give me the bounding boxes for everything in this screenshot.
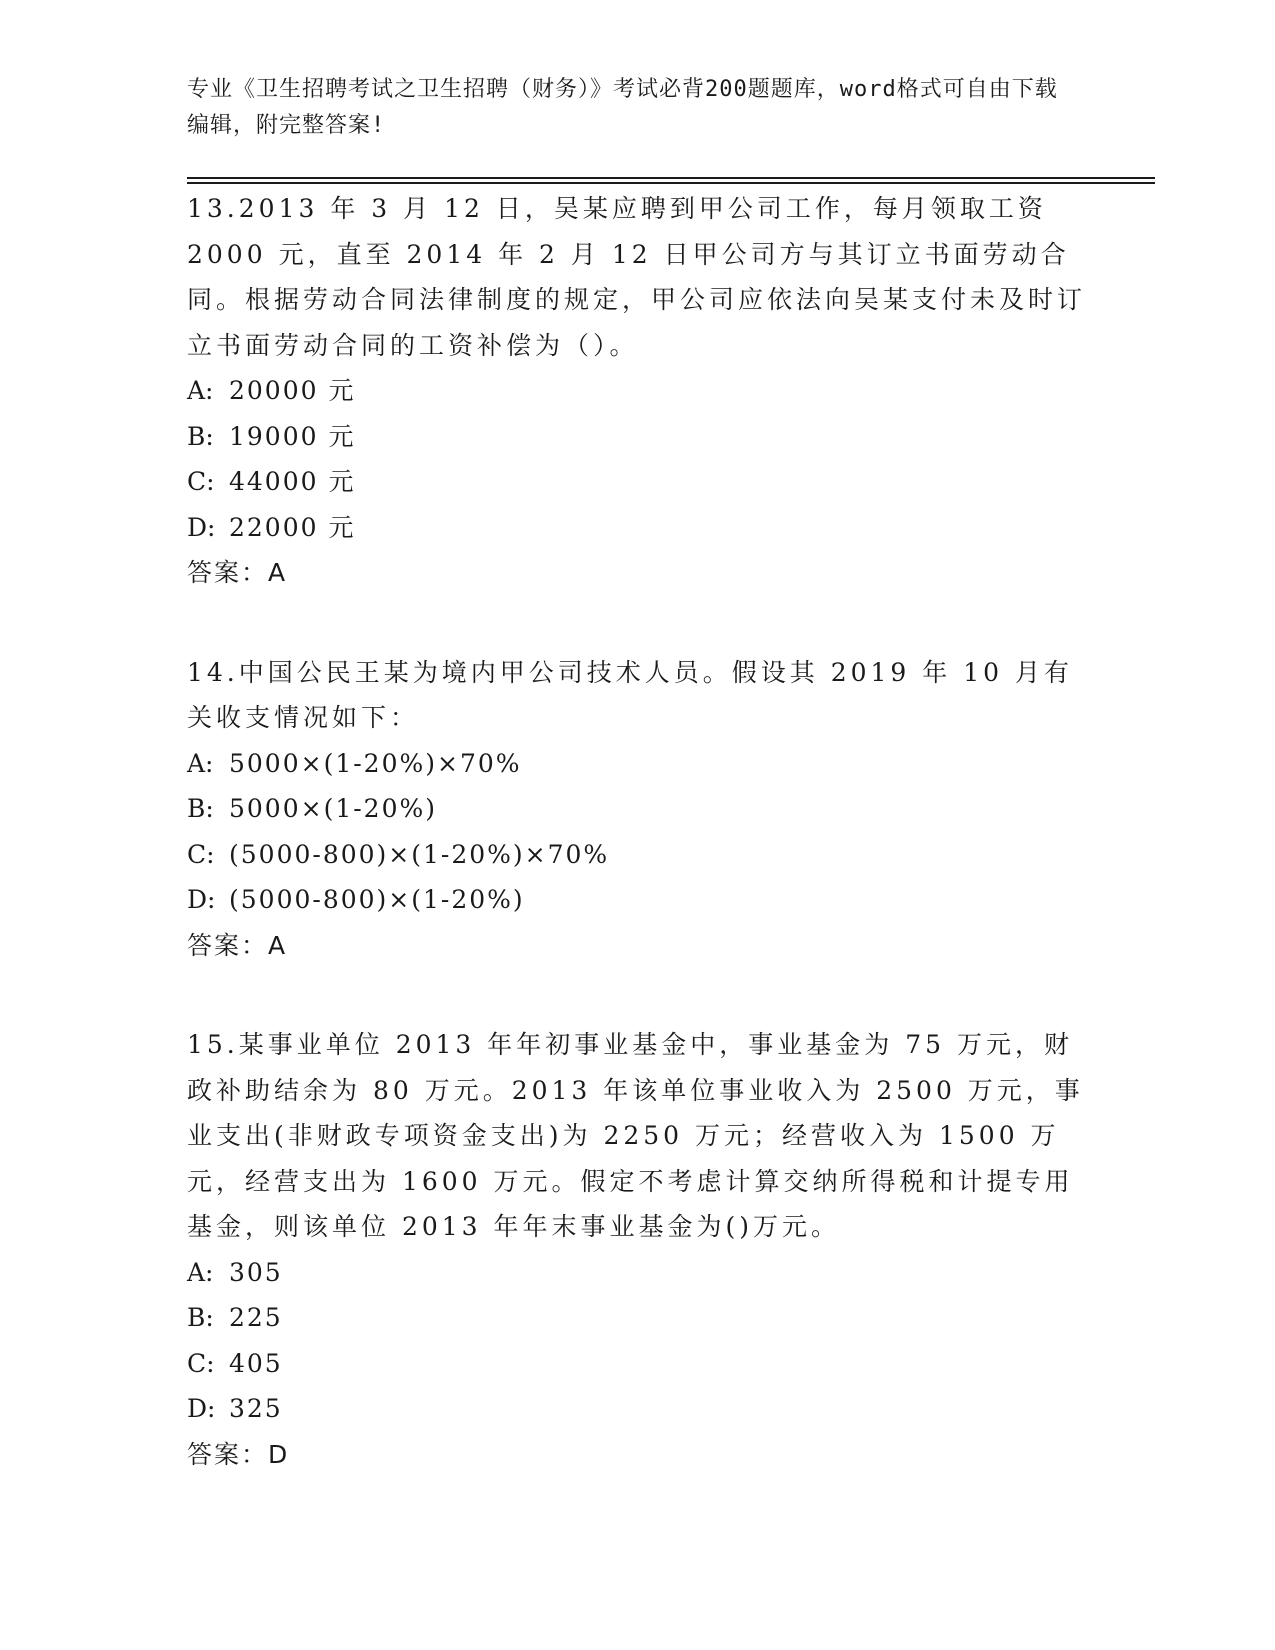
document-title: 专业《卫生招聘考试之卫生招聘（财务）》考试必背200题题库，word格式可自由下载编辑，附完整答案! bbox=[187, 77, 1058, 138]
question-14 bbox=[187, 650, 1087, 969]
option-c bbox=[187, 1341, 1087, 1387]
option-letter: D: bbox=[187, 885, 216, 914]
option-a bbox=[187, 741, 1087, 787]
option-c bbox=[187, 832, 1087, 878]
option-d bbox=[187, 877, 1087, 923]
question-stem: 14.中国公民王某为境内甲公司技术人员。假设其 2019 年 10 月有关收支情况如下： bbox=[187, 657, 1073, 732]
option-b bbox=[187, 1295, 1087, 1341]
option-text: 5000×(1-20%)×70% bbox=[229, 748, 522, 778]
option-letter: B: bbox=[187, 794, 214, 823]
header-rule-top bbox=[187, 177, 1155, 179]
option-text: 225 bbox=[229, 1303, 283, 1332]
option-a bbox=[187, 368, 1087, 414]
question-13 bbox=[187, 186, 1087, 596]
option-letter: D: bbox=[187, 512, 216, 542]
option-c bbox=[187, 459, 1087, 505]
option-list bbox=[187, 368, 1087, 550]
option-text: 20000 元 bbox=[229, 376, 356, 405]
option-letter: C: bbox=[187, 467, 215, 496]
option-letter: C: bbox=[187, 1348, 215, 1378]
option-letter: D: bbox=[187, 1394, 216, 1423]
option-letter: A: bbox=[187, 748, 214, 778]
option-list bbox=[187, 741, 1087, 923]
option-letter: C: bbox=[187, 839, 215, 869]
answer-line: 答案：D bbox=[187, 1439, 290, 1469]
option-d bbox=[187, 1386, 1087, 1432]
option-d bbox=[187, 505, 1087, 551]
option-a bbox=[187, 1250, 1087, 1296]
option-b bbox=[187, 786, 1087, 832]
question-stem: 15.某事业单位 2013 年年初事业基金中，事业基金为 75 万元，财政补助结余为 80 万元。2013 年该单位事业收入为 2500 万元，事业支出(非财政专项资金支出)为 2250 万元；经营收入为 1500 万元，经营支出为 1600 万元。假定不考虑计算交纳所得税和计提专用基金，则该单位 2013 年年末事业基金为()万元。 bbox=[187, 1030, 1084, 1241]
option-text: 325 bbox=[229, 1394, 283, 1423]
option-text: 22000 元 bbox=[229, 512, 356, 542]
option-text: 44000 元 bbox=[229, 467, 356, 496]
header-rule-bottom bbox=[187, 182, 1155, 184]
option-b bbox=[187, 414, 1087, 460]
option-text: 19000 元 bbox=[229, 421, 356, 451]
option-text: 5000×(1-20%) bbox=[229, 794, 437, 823]
answer-line: 答案：A bbox=[187, 558, 288, 587]
option-letter: A: bbox=[187, 1257, 214, 1287]
answer-line: 答案：A bbox=[187, 930, 288, 960]
option-letter: A: bbox=[187, 376, 214, 405]
question-15 bbox=[187, 1022, 1087, 1477]
option-letter: B: bbox=[187, 421, 214, 451]
question-list bbox=[187, 186, 1087, 1531]
option-text: (5000-800)×(1-20%)×70% bbox=[229, 839, 610, 869]
option-text: 305 bbox=[229, 1257, 283, 1287]
option-text: 405 bbox=[229, 1348, 283, 1378]
option-letter: B: bbox=[187, 1303, 214, 1332]
question-stem: 13.2013 年 3 月 12 日，吴某应聘到甲公司工作，每月领取工资 2000 元，直至 2014 年 2 月 12 日甲公司方与其订立书面劳动合同。根据劳动合同法律制度的规定，甲公司应依法向吴某支付未及时订立书面劳动合同的工资补偿为（）。 bbox=[187, 194, 1087, 360]
option-text: (5000-800)×(1-20%) bbox=[229, 885, 525, 914]
option-list bbox=[187, 1250, 1087, 1432]
